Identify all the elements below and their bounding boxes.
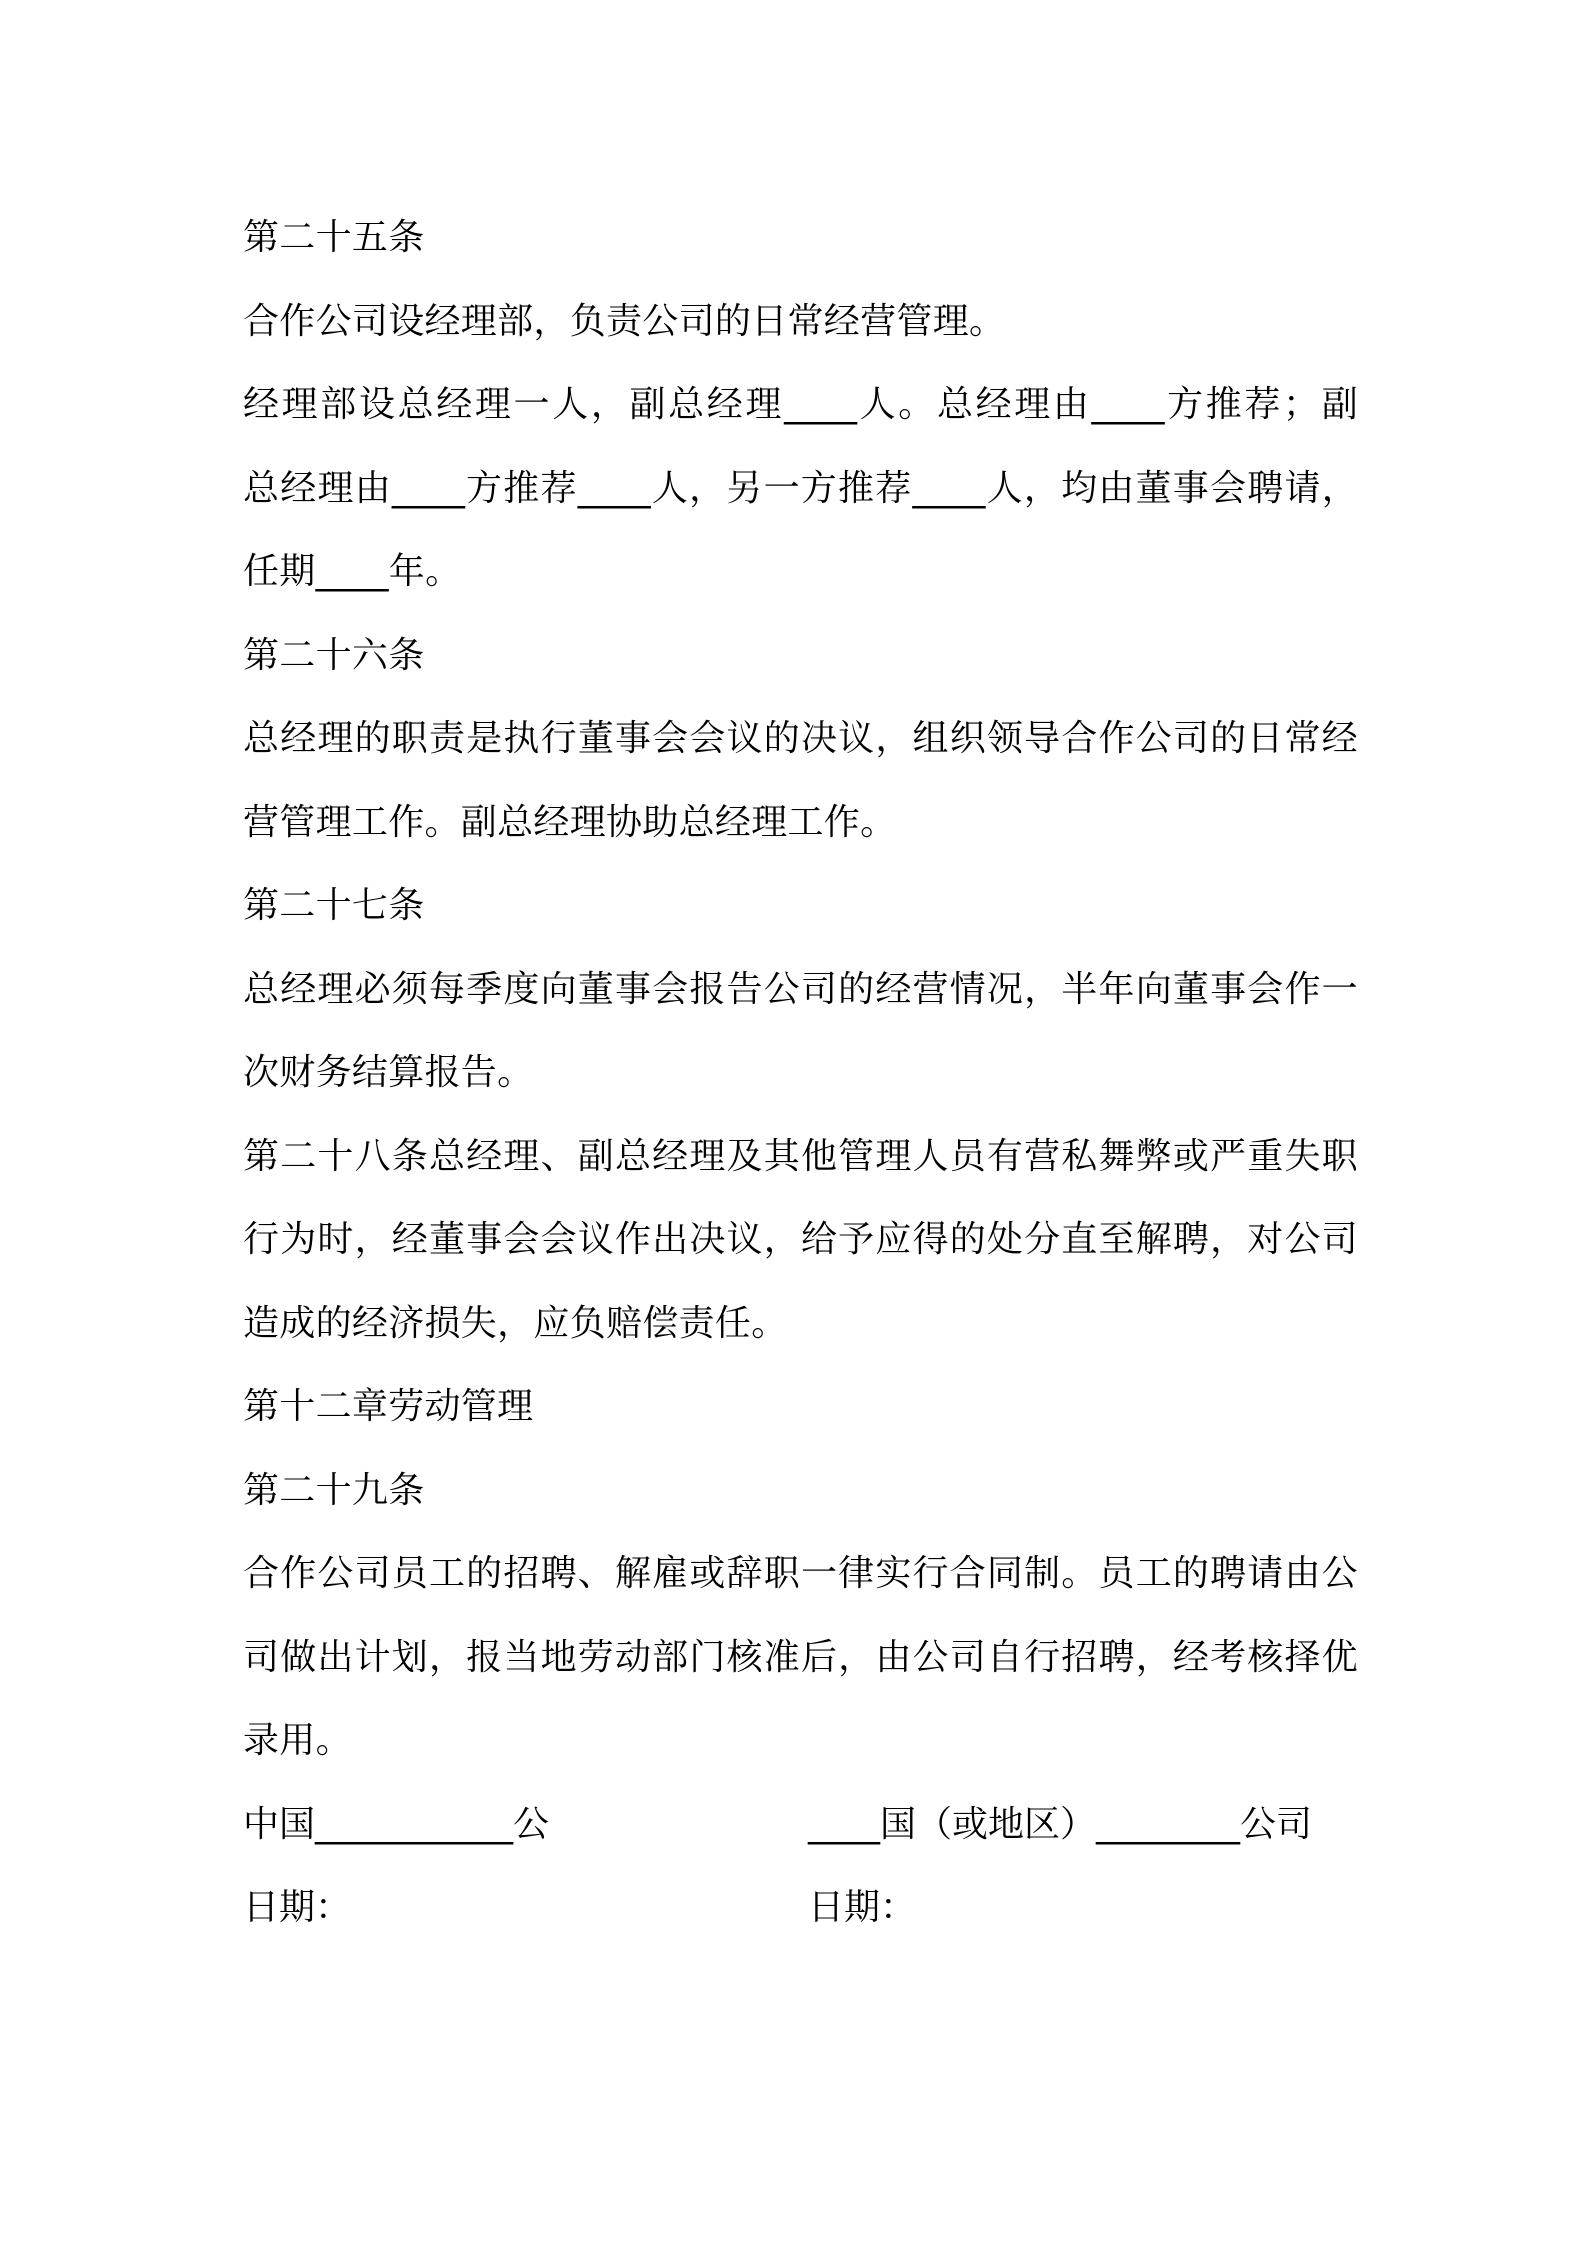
foreign-party-signature: ____国（或地区）________公司 — [808, 1803, 1313, 1845]
article-25-paragraph-1: 合作公司设经理部，负责公司的日常经营管理。 — [243, 300, 1006, 342]
article-25-paragraph-2-line-1: 经理部设总经理一人，副总经理____人。总经理由____方推荐；副 — [243, 384, 1358, 425]
article-26-paragraph-line-1: 总经理的职责是执行董事会会议的决议，组织领导合作公司的日常经 — [243, 718, 1358, 759]
article-28-paragraph-line-3: 造成的经济损失，应负赔偿责任。 — [243, 1302, 788, 1344]
article-25-paragraph-2-line-3: 任期____年。 — [243, 551, 462, 592]
article-29-paragraph-line-2: 司做出计划，报当地劳动部门核准后，由公司自行招聘，经考核择优 — [243, 1636, 1358, 1678]
article-26-paragraph-line-2: 营管理工作。副总经理协助总经理工作。 — [243, 801, 897, 843]
chinese-party-date: 日期： — [243, 1887, 352, 1928]
article-27-paragraph-line-2: 次财务结算报告。 — [243, 1052, 534, 1093]
chinese-party-signature: 中国___________公 — [243, 1803, 550, 1845]
foreign-party-date: 日期： — [808, 1887, 917, 1928]
document-body — [243, 196, 1358, 1950]
article-27-paragraph-line-1: 总经理必须每季度向董事会报告公司的经营情况，半年向董事会作一 — [243, 968, 1358, 1010]
article-29-paragraph-line-1: 合作公司员工的招聘、解雇或辞职一律实行合同制。员工的聘请由公 — [243, 1553, 1358, 1594]
chapter-12-heading: 第十二章劳动管理 — [243, 1386, 534, 1427]
article-25-paragraph-2-line-2: 总经理由____方推荐____人，另一方推荐____人，均由董事会聘请， — [243, 467, 1358, 509]
article-28-paragraph-line-1: 第二十八条总经理、副总经理及其他管理人员有营私舞弊或严重失职 — [243, 1135, 1358, 1177]
signature-party-row — [243, 1783, 1358, 1867]
article-29-heading: 第二十九条 — [243, 1469, 425, 1511]
article-27-heading: 第二十七条 — [243, 885, 425, 926]
signature-date-row — [243, 1866, 1358, 1950]
article-26-heading: 第二十六条 — [243, 634, 425, 676]
article-25-heading: 第二十五条 — [243, 217, 425, 258]
article-28-paragraph-line-2: 行为时，经董事会会议作出决议，给予应得的处分直至解聘，对公司 — [243, 1219, 1358, 1260]
article-29-paragraph-line-3: 录用。 — [243, 1720, 352, 1761]
